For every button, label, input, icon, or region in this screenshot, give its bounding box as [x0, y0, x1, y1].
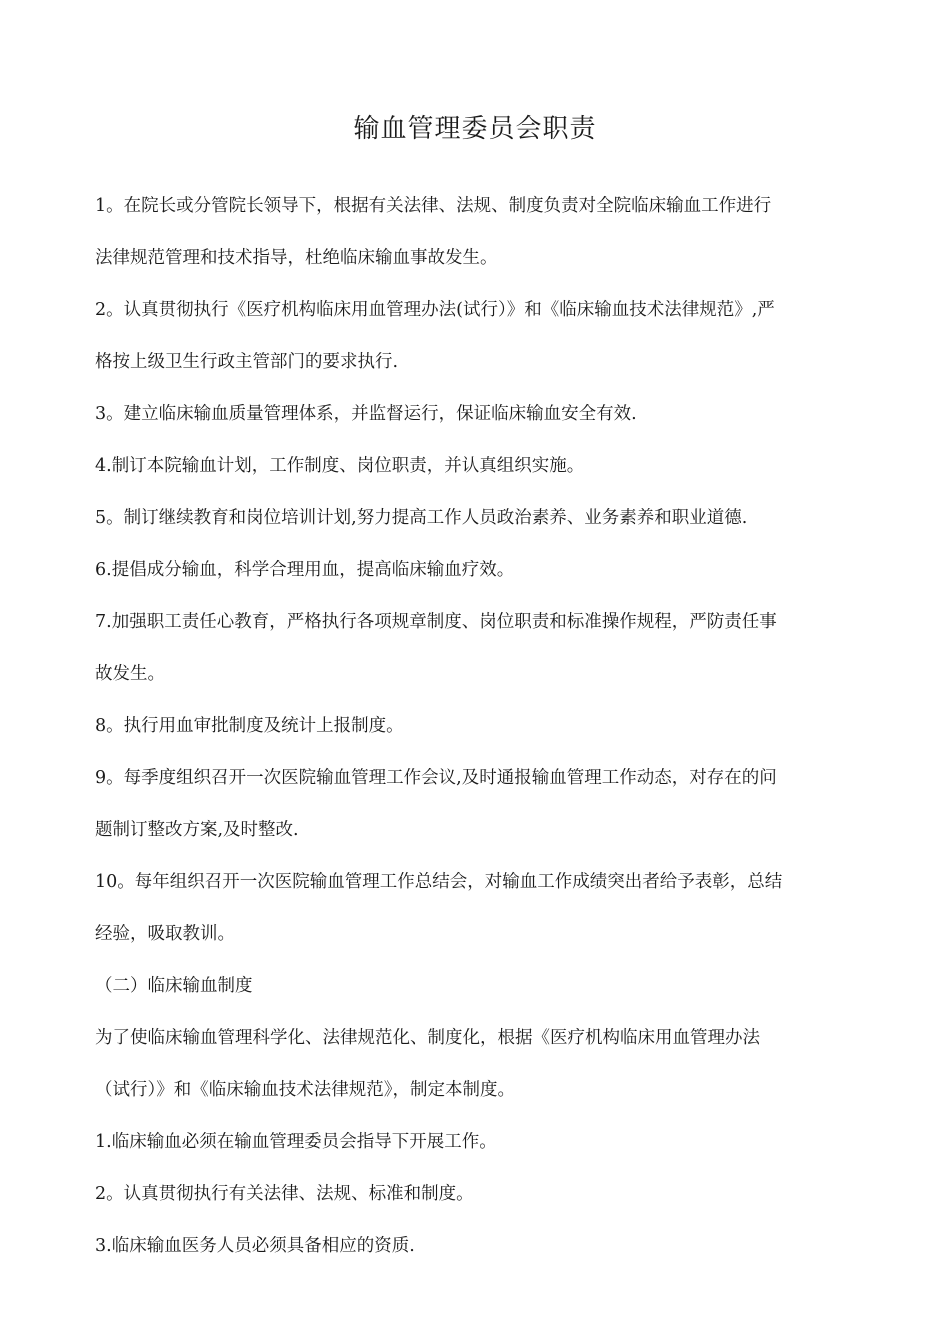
document-body [95, 180, 855, 1272]
text-line: 10。每年组织召开一次医院输血管理工作总结会，对输血工作成绩突出者给予表彰，总结 [95, 872, 783, 892]
text-line: 格按上级卫生行政主管部门的要求执行. [95, 352, 399, 372]
text-line: 2。认真贯彻执行有关法律、法规、标准和制度。 [95, 1184, 474, 1204]
text-line: 6.提倡成分输血，科学合理用血，提高临床输血疗效。 [95, 560, 515, 580]
text-line: 为了使临床输血管理科学化、法律规范化、制度化，根据《医疗机构临床用血管理办法 [95, 1028, 760, 1048]
paragraph-9 [95, 752, 855, 856]
text-line: 8。执行用血审批制度及统计上报制度。 [95, 716, 404, 736]
text-line: 题制订整改方案,及时整改. [95, 820, 299, 840]
paragraph-5 [95, 492, 855, 544]
paragraph-intro [95, 1012, 855, 1116]
text-line: 法律规范管理和技术指导，杜绝临床输血事故发生。 [95, 248, 498, 268]
text-line: 5。制订继续教育和岗位培训计划,努力提高工作人员政治素养、业务素养和职业道德. [95, 508, 748, 528]
section-heading [95, 960, 855, 1012]
text-line: 2。认真贯彻执行《医疗机构临床用血管理办法(试行）》和《临床输血技术法律规范》,严 [95, 300, 775, 320]
paragraph-rule-2 [95, 1168, 855, 1220]
text-line: 7.加强职工责任心教育，严格执行各项规章制度、岗位职责和标准操作规程，严防责任事 [95, 612, 777, 632]
text-line: 经验，吸取教训。 [95, 924, 235, 944]
paragraph-6 [95, 544, 855, 596]
text-line: 1。在院长或分管院长领导下，根据有关法律、法规、制度负责对全院临床输血工作进行 [95, 196, 772, 216]
text-line: 4.制订本院输血计划，工作制度、岗位职责，并认真组织实施。 [95, 456, 585, 476]
text-line: 1.临床输血必须在输血管理委员会指导下开展工作。 [95, 1132, 497, 1152]
paragraph-rule-3 [95, 1220, 855, 1272]
text-line: 3.临床输血医务人员必须具备相应的资质. [95, 1236, 415, 1256]
text-line: 3。建立临床输血质量管理体系，并监督运行，保证临床输血安全有效. [95, 404, 637, 424]
paragraph-7 [95, 596, 855, 700]
paragraph-10 [95, 856, 855, 960]
text-line: （二）临床输血制度 [95, 976, 253, 996]
paragraph-rule-1 [95, 1116, 855, 1168]
document-title: 输血管理委员会职责 [353, 114, 597, 144]
paragraph-2 [95, 284, 855, 388]
paragraph-4 [95, 440, 855, 492]
paragraph-8 [95, 700, 855, 752]
text-line: （试行）》和《临床输血技术法律规范》，制定本制度。 [95, 1080, 515, 1100]
text-line: 故发生。 [95, 664, 165, 684]
text-line: 9。每季度组织召开一次医院输血管理工作会议,及时通报输血管理工作动态，对存在的问 [95, 768, 777, 788]
paragraph-3 [95, 388, 855, 440]
paragraph-1 [95, 180, 855, 284]
